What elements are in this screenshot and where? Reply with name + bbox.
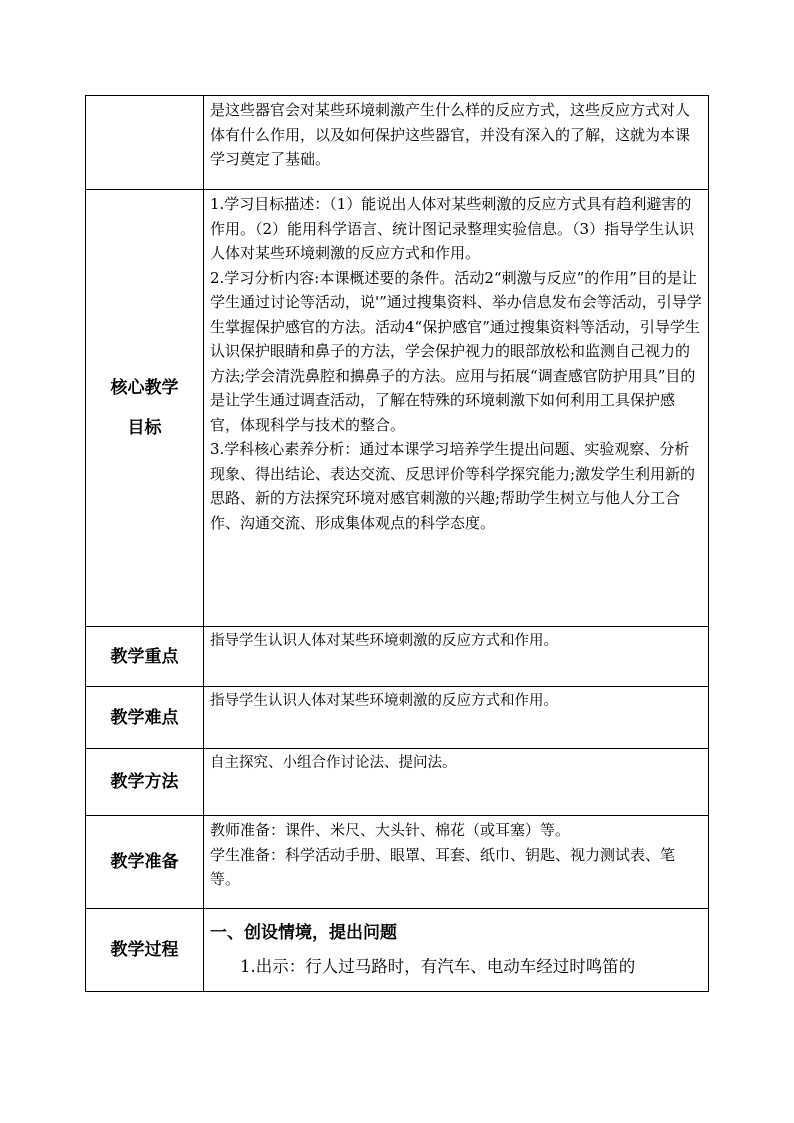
intro-cell [204,96,709,190]
row-label-goals [86,190,204,627]
table-row [86,190,709,627]
goals-paragraph-2: 2.学习分析内容:本课概述要的条件。活动2“刺激与反应”的作用”目的是让学生通过讨论等活动，说'”通过搜集资料、举办信息发布会等活动，引导学生掌握保护感官的方法。活动4“保护感官”通过搜集资料等活动，引导学生认识保护眼睛和鼻子的方法，学会保护视力的眼部放松和监测自己视力的方法;学会清洗鼻腔和擤鼻子的方法。应用与拓展“调查感官防护用具”目的是让学生通过调查活动，了解在特殊的环境刺激下如何利用工具保护感官，体现科学与技术的整合。 [210,268,702,434]
difficulties-cell [204,687,709,749]
methods-text: 自主探究、小组合作讨论法、提问法。 [210,755,457,771]
key-points-cell [204,627,709,687]
difficulties-text: 指导学生认识人体对某些环境刺激的反应方式和作用。 [210,693,558,709]
key-points-text: 指导学生认识人体对某些环境刺激的反应方式和作用。 [210,633,558,649]
table-row [86,687,709,749]
process-heading: 一、创设情境，提出问题 [210,923,397,943]
row-label-difficulties: 教学难点 [86,687,204,749]
goals-label-line1: 核心教学 [110,378,179,398]
row-label-preparation: 教学准备 [86,816,204,909]
row-label-methods: 教学方法 [86,749,204,816]
table-row [86,627,709,687]
lesson-plan-table [85,95,709,992]
goals-cell [204,190,709,627]
student-prep-text: 学生准备：科学活动手册、眼罩、耳套、纸巾、钥匙、视力测试表、笔等。 [210,845,676,888]
table-row [86,749,709,816]
table-row [86,909,709,992]
process-text: 1.出示：行人过马路时，有汽车、电动车经过时鸣笛的 [240,957,636,976]
preparation-cell [204,816,709,909]
row-label-key-points: 教学重点 [86,627,204,687]
intro-text: 是这些器官会对某些环境刺激产生什么样的反应方式，这些反应方式对人体有什么作用，以及如何保护这些器官，并没有深入的了解，这就为本课学习奠定了基础。 [210,101,691,168]
row-label-process: 教学过程 [86,909,204,992]
goals-paragraph-1: 1.学习目标描述：（1）能说出人体对某些刺激的反应方式具有趋利避害的作用。（2）能用科学语言、统计图记录整理实验信息。（3）指导学生认识人体对某些环境刺激的反应方式和作用。 [210,195,695,262]
process-cell [204,909,709,992]
table-row [86,96,709,190]
goals-label-line2: 目标 [127,418,162,438]
goals-paragraph-3: 3.学科核心素养分析：通过本课学习培养学生提出问题、实验观察、分析现象、得出结论、表达交流、反思评价等科学探究能力;激发学生利用新的思路、新的方法探究环境对感官刺激的兴趣;帮助学生树立与他人分工合作、沟通交流、形成集体观点的科学态度。 [210,440,696,532]
row-label-empty [86,96,204,190]
table-row [86,816,709,909]
teacher-prep-text: 教师准备：课件、米尺、大头针、棉花（或耳塞）等。 [210,821,571,839]
methods-cell [204,749,709,816]
